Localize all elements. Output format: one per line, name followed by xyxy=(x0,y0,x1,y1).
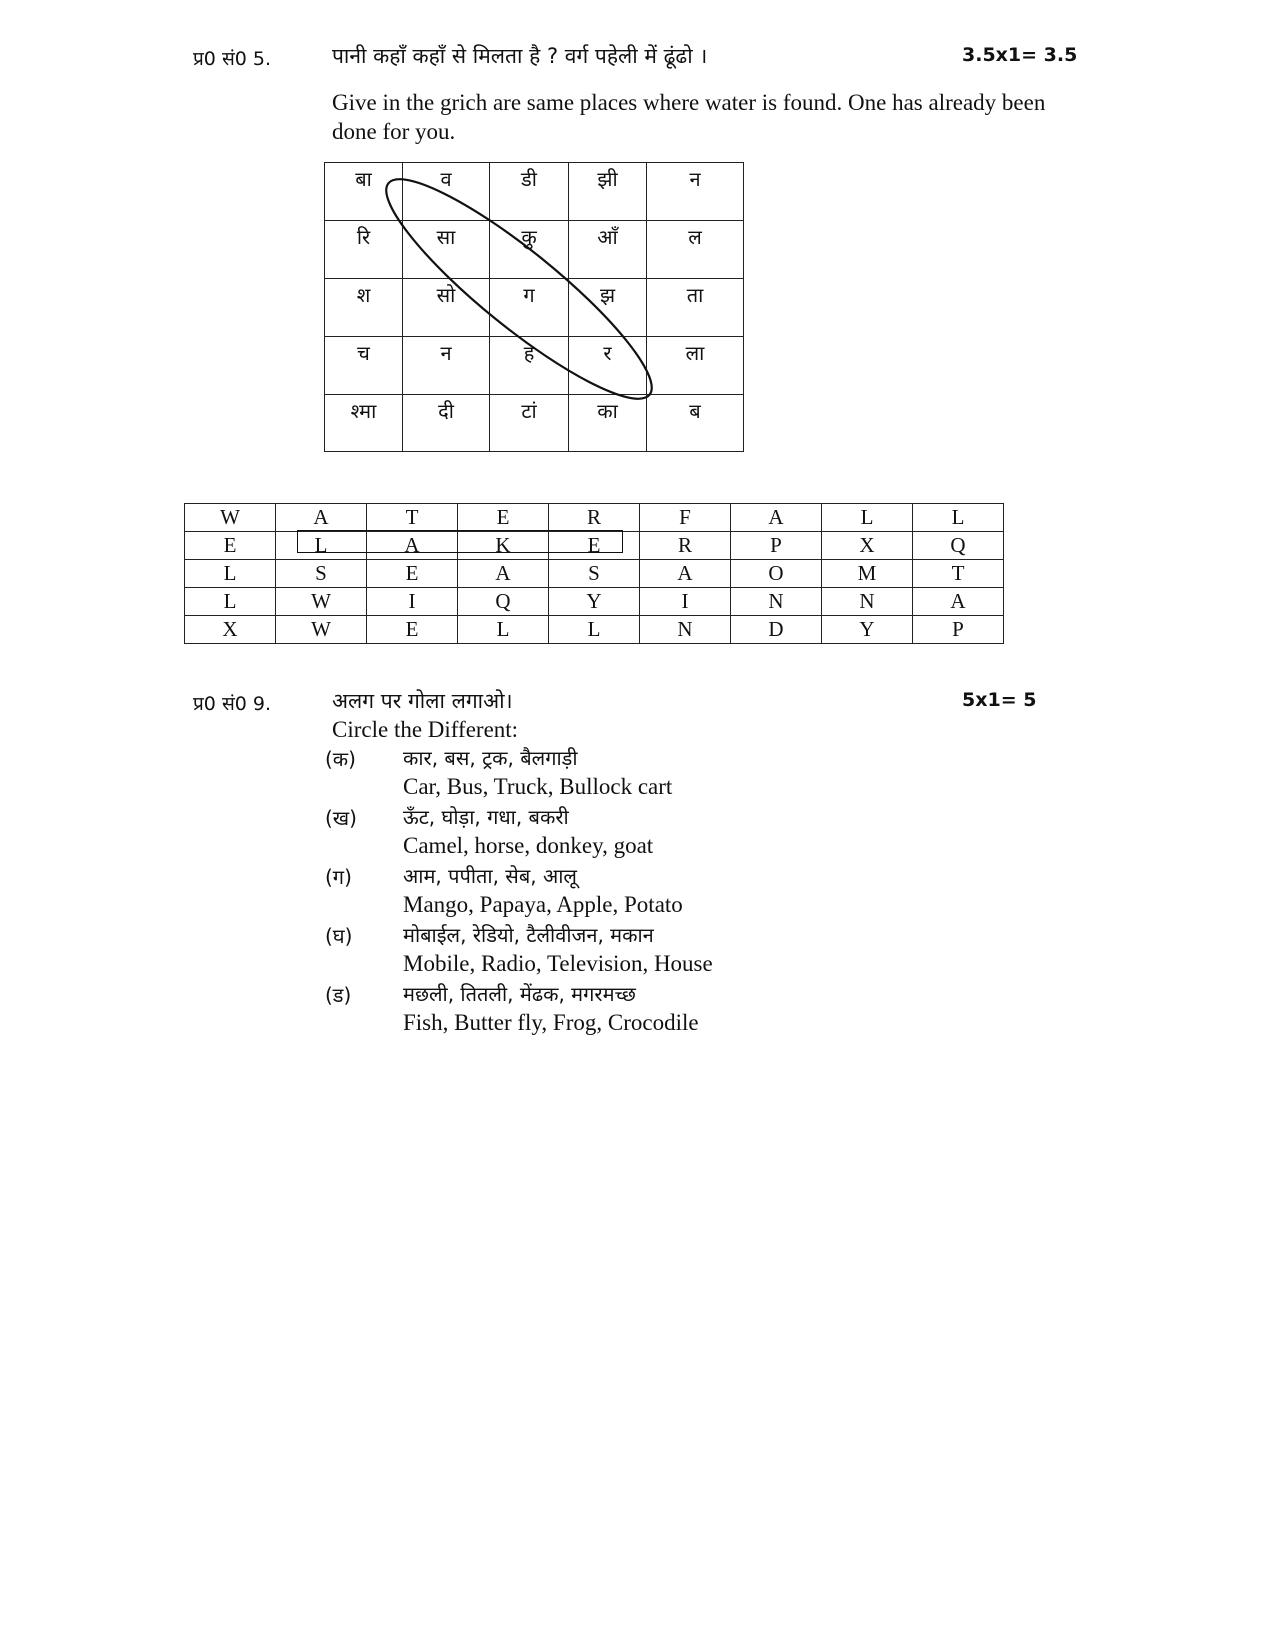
hindi-grid-cell[interactable]: सा xyxy=(403,221,490,279)
option-label: (ड) xyxy=(325,983,352,1007)
english-grid-cell[interactable]: S xyxy=(276,560,367,588)
option-english[interactable]: Car, Bus, Truck, Bullock cart xyxy=(403,774,673,799)
q9-instruction: Circle the Different: xyxy=(332,717,519,742)
option-english[interactable]: Fish, Butter fly, Frog, Crocodile xyxy=(403,1010,699,1035)
hindi-grid-cell[interactable]: ला xyxy=(647,337,744,395)
hindi-grid-cell[interactable]: झ xyxy=(569,279,647,337)
option-label: (घ) xyxy=(325,924,353,948)
hindi-grid-cell[interactable]: ग xyxy=(490,279,569,337)
english-grid-cell[interactable]: E xyxy=(185,532,276,560)
english-grid-cell[interactable]: N xyxy=(640,616,731,644)
hindi-grid-cell[interactable]: का xyxy=(569,395,647,452)
option-english[interactable]: Mango, Papaya, Apple, Potato xyxy=(403,892,683,917)
hindi-grid-cell[interactable]: आँ xyxy=(569,221,647,279)
english-grid-cell[interactable]: T xyxy=(913,560,1004,588)
option-label: (ख) xyxy=(325,806,357,830)
english-grid-cell[interactable]: W xyxy=(185,504,276,532)
option-english[interactable]: Mobile, Radio, Television, House xyxy=(403,951,713,976)
q5-instruction: Give in the grich are same places where water is found. One has already been done for you. xyxy=(332,90,1046,144)
hindi-grid-cell[interactable]: सो xyxy=(403,279,490,337)
english-grid-cell[interactable]: Y xyxy=(549,588,640,616)
english-grid-cell[interactable]: R xyxy=(640,532,731,560)
english-word-grid xyxy=(184,503,1004,644)
english-grid-cell[interactable]: A xyxy=(276,504,367,532)
english-grid-row xyxy=(185,560,1004,588)
q5-number: प्र0 सं0 5. xyxy=(193,48,272,70)
english-grid-cell[interactable]: L xyxy=(276,532,367,560)
hindi-grid-cell[interactable]: कु xyxy=(490,221,569,279)
english-grid-cell[interactable]: E xyxy=(458,504,549,532)
hindi-grid-cell[interactable]: दी xyxy=(403,395,490,452)
english-grid-row xyxy=(185,616,1004,644)
english-grid-cell[interactable]: N xyxy=(731,588,822,616)
english-grid-cell[interactable]: A xyxy=(913,588,1004,616)
english-grid-cell[interactable]: L xyxy=(822,504,913,532)
english-grid-cell[interactable]: A xyxy=(458,560,549,588)
option-hindi[interactable]: ऊँट, घोड़ा, गधा, बकरी xyxy=(403,805,569,829)
hindi-grid-cell[interactable]: श्मा xyxy=(325,395,403,452)
english-grid-cell[interactable]: L xyxy=(185,560,276,588)
q9-title: अलग पर गोला लगाओ। xyxy=(332,689,513,713)
english-grid-cell[interactable]: P xyxy=(913,616,1004,644)
english-grid-cell[interactable]: X xyxy=(185,616,276,644)
option-hindi[interactable]: मछली, तितली, मेंढक, मगरमच्छ xyxy=(403,982,636,1006)
english-grid-cell[interactable]: Q xyxy=(913,532,1004,560)
option-hindi[interactable]: कार, बस, ट्रक, बैलगाड़ी xyxy=(403,746,578,770)
english-grid-cell[interactable]: Q xyxy=(458,588,549,616)
hindi-grid-cell[interactable]: न xyxy=(403,337,490,395)
english-grid-cell[interactable]: Y xyxy=(822,616,913,644)
option-hindi[interactable]: आम, पपीता, सेब, आलू xyxy=(403,864,577,888)
option-label: (ग) xyxy=(325,865,352,889)
hindi-grid-cell[interactable]: बा xyxy=(325,163,403,221)
circled-word-ellipse xyxy=(365,154,674,425)
english-grid-cell[interactable]: W xyxy=(276,588,367,616)
english-grid-cell[interactable]: N xyxy=(822,588,913,616)
hindi-grid-cell[interactable]: ता xyxy=(647,279,744,337)
option-label: (क) xyxy=(325,747,356,771)
hindi-grid-cell[interactable]: ब xyxy=(647,395,744,452)
english-grid-cell[interactable]: E xyxy=(549,532,640,560)
english-grid-cell[interactable]: A xyxy=(640,560,731,588)
hindi-grid-cell[interactable]: रि xyxy=(325,221,403,279)
english-grid-cell[interactable]: E xyxy=(367,616,458,644)
hindi-grid-cell[interactable]: झी xyxy=(569,163,647,221)
option-hindi[interactable]: मोबाईल, रेडियो, टैलीवीजन, मकान xyxy=(403,923,654,947)
q9-number: प्र0 सं0 9. xyxy=(193,693,272,715)
q5-marks: 3.5x1= 3.5 xyxy=(962,44,1078,66)
english-grid-cell[interactable]: L xyxy=(458,616,549,644)
hindi-grid-cell[interactable]: च xyxy=(325,337,403,395)
english-grid-cell[interactable]: I xyxy=(640,588,731,616)
option-english[interactable]: Camel, horse, donkey, goat xyxy=(403,833,654,858)
hindi-grid-cell[interactable]: व xyxy=(403,163,490,221)
english-grid-cell[interactable]: A xyxy=(731,504,822,532)
hindi-grid-cell[interactable]: न xyxy=(647,163,744,221)
hindi-grid-cell[interactable]: र xyxy=(569,337,647,395)
english-grid-cell[interactable]: L xyxy=(913,504,1004,532)
english-grid-cell[interactable]: D xyxy=(731,616,822,644)
hindi-grid-cell[interactable]: ल xyxy=(647,221,744,279)
english-grid-cell[interactable]: R xyxy=(549,504,640,532)
english-grid-cell[interactable]: M xyxy=(822,560,913,588)
boxed-word-lake xyxy=(297,530,623,553)
english-grid-cell[interactable]: X xyxy=(822,532,913,560)
hindi-grid-cell[interactable]: टां xyxy=(490,395,569,452)
english-grid-cell[interactable]: O xyxy=(731,560,822,588)
english-grid-cell[interactable]: P xyxy=(731,532,822,560)
english-grid-cell[interactable]: E xyxy=(367,560,458,588)
english-grid-cell[interactable]: W xyxy=(276,616,367,644)
english-grid-cell[interactable]: S xyxy=(549,560,640,588)
english-grid-row xyxy=(185,504,1004,532)
hindi-grid-cell[interactable]: ह xyxy=(490,337,569,395)
english-grid-row xyxy=(185,588,1004,616)
english-grid-cell[interactable]: A xyxy=(367,532,458,560)
english-grid-cell[interactable]: F xyxy=(640,504,731,532)
english-grid-cell[interactable]: T xyxy=(367,504,458,532)
english-grid-cell[interactable]: L xyxy=(549,616,640,644)
english-grid-cell[interactable]: I xyxy=(367,588,458,616)
q5-title: पानी कहाँ कहाँ से मिलता है ? वर्ग पहेली में ढूंढो । xyxy=(332,44,708,68)
english-grid-cell[interactable]: L xyxy=(185,588,276,616)
english-grid-cell[interactable]: K xyxy=(458,532,549,560)
q9-marks: 5x1= 5 xyxy=(962,689,1037,711)
hindi-grid-cell[interactable]: डी xyxy=(490,163,569,221)
hindi-grid-cell[interactable]: श xyxy=(325,279,403,337)
